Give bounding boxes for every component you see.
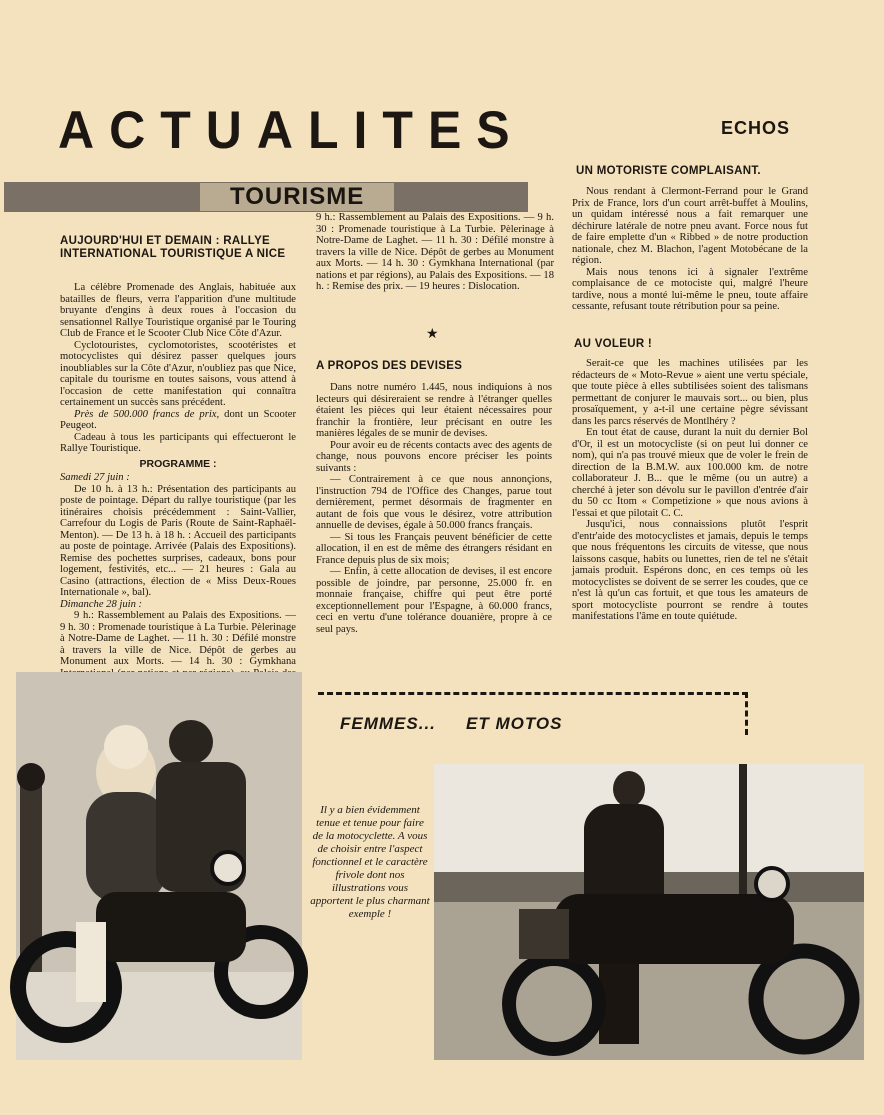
rallye-paragraph: Cadeau à tous les participants qui effectueront le Rallye Touristique. [60, 431, 296, 454]
devises-paragraph: — Contrairement à ce que nous annonçions, l'instruction 794 de l'Office des Changes, parue tout dernièrement, permet désormais de fragmenter en autant de fois que vous le désirez, votre attribution annuelle de devises, égale à 50.000 francs français. [316, 474, 552, 531]
rallye-paragraph: Cyclotouristes, cyclomotoristes, scootéristes et motocyclistes qui désirez passer quelques jours inoubliables sur la Côte d'Azur, n'oubliez pas que Nice, capitale du tourisme en toutes saisons, vous attend à l'occasion de cette manifestation qui connaîtra certainement un succès sans précédent. [60, 339, 296, 408]
photo-caption: Il y a bien évidemment tenue et tenue pour faire de la motocyclette. A vous de choisir entre l'aspect fonctionnel et le caractère frivole dont nos illustrations vous apportent le plus charmant exemple ! [310, 804, 430, 920]
sunday-label: Dimanche 28 juin : [60, 598, 143, 610]
motorcycle-photo-illustration [434, 764, 864, 1060]
saturday-program: De 10 h. à 13 h.: Présentation des participants au poste de pointage. Départ du rallye touristique (par les itinéraires choisis précédemment : Saint-Vallier, Carrefour du Logis de Paris (Route de Saint-Raphaël-Menton). — De 13 h. à 18 h. : Accueil des participants au poste de pointage. Arrivée (Palais des Expositions). Remise des pochettes surprises, cadeaux, bons pour logement, festivités, etc... — 21 heures : Gala au Casino (attractions, élection de « Miss Deux-Roues Internationale », bal). [60, 483, 296, 598]
devises-paragraph: — Si tous les Français peuvent bénéficier de cette allocation, il en est de même des étrangers résidant en France depuis plus de six mois; [316, 531, 552, 566]
devises-paragraph: — Enfin, à cette allocation de devises, il est encore possible de joindre, par personne, 25.000 fr. en monnaie française, chiffre qui peut être porté exceptionnellement pour l'Espagne, à 60.000 francs, ceci en vertu d'une tolérance douanière, propre à ce seul pays. [316, 566, 552, 635]
motoriste-paragraph: Mais nous tenons ici à signaler l'extrême complaisance de ce motociste qui, malgré l'heure tardive, nous a monté lui-même le pneu, toute affaire cessante, refusant toute rétribution pour sa peine. [572, 266, 808, 312]
rallye-paragraph [60, 409, 296, 432]
sunday-program-continued [316, 212, 554, 305]
sunday-program: 9 h.: Rassemblement au Palais des Expositions. — 9 h. 30 : Promenade touristique à La Turbie. Pèlerinage à Notre-Dame de Laghet. — 11 h. 30 : Défilé monstre à travers la ville de Nice. Dépôt de gerbes au Monument aux Morts. — 14 h. 30 : Gymkhana [60, 610, 296, 667]
article-headline-motoriste: UN MOTORISTE COMPLAISANT. [576, 165, 761, 177]
rallye-paragraph: La célèbre Promenade des Anglais, habituée aux batailles de fleurs, verra l'apparition d'une multitude bruyante d'engins à deux roues à l'occasion du sensationnel Rallye Touristique organisé par le Touring Club de France et le Scooter Club Nice Côte d'Azur. [60, 282, 296, 339]
saturday-label: Samedi 27 juin : [60, 472, 130, 483]
band-label: TOURISME [200, 183, 394, 211]
program-continuation: 9 h.: Rassemblement au Palais des Expositions. — 9 h. 30 : Promenade touristique à La Turbie. Pèlerinage à Notre-Dame de Laghet. — 11 h. 30 : Défilé monstre à travers la ville de Nice. Dépôt de gerbes au Monument aux Morts. — 14 h. 30 : Gymkhana International (par nations et par régions), au Palais des Expositions. — 18 h. : Remise des prix. — 19 heures : Dislocation. [316, 212, 554, 292]
star-separator: ★ [426, 327, 439, 342]
program-heading: PROGRAMME : [139, 457, 217, 470]
feature-title-left: FEMMES... [340, 714, 436, 733]
voleur-paragraph: Jusqu'ici, nous connaissions plutôt l'esprit d'entr'aide des motocyclistes et jamais, depuis le temps que nous fréquentons les circuits de vitesse, que nous laissons casque, habits ou lunettes, rien de tel ne s'était jamais produit. Espérons donc, en ces temps où les motocyclistes se doivent de se serrer les coudes, que ce n'est là qu'un cas fortuit, et que tous les amateurs de sport motocycliste pourront se rendre à toutes manifestations l'âme en toute quiétude. [572, 519, 808, 622]
photo-woman-on-bmw-motorcycle [434, 764, 864, 1060]
article-rallye-column [60, 282, 297, 667]
devises-paragraph: Dans notre numéro 1.445, nous indiquions à nos lecteurs qui désireraient se rendre à l'étranger quelles étaient les pièces qui leur étaient nécessaires pour franchir la frontière, leur précisant en outre les manières légales de se munir de devises. [316, 382, 552, 439]
prize-rest: dont un Scooter Peugeot. [60, 408, 297, 431]
motoriste-paragraph: Nous rendant à Clermont-Ferrand pour le Grand Prix de France, lors d'un court arrêt-buffet à Moulins, un quidam intéressé nous a fait remarquer une déchirure latérale de notre pneu avant. Force nous fut de faire emplette d'un « Ribbed » de notre production nationale, chez M. Blachon, l'agent Motobécane de la région. [572, 186, 808, 266]
article-voleur-column [572, 358, 808, 623]
voleur-paragraph: Serait-ce que les machines utilisées par les rédacteurs de « Moto-Revue » aient une vertu spéciale, que toute pièce à elles subtilisées soient des talismans permettant de conjurer le mauvais sort... ou bien, plus prosaïquement, y a-t-il une certaine pègre sévissant dans les parcs réservés de Montlhéry ? [572, 358, 808, 427]
prize-highlight: Près de 500.000 francs de prix, [74, 408, 220, 420]
feature-title-right: ET MOTOS [466, 714, 563, 733]
section-label: ECHOS [721, 118, 791, 138]
devises-paragraph: Pour avoir eu de récents contacts avec des agents de change, nous pouvons encore préciser les points suivants : [316, 439, 552, 474]
article-motoriste-column [572, 186, 808, 313]
article-headline-voleur: AU VOLEUR ! [574, 338, 653, 350]
article-headline-rallye: AUJOURD'HUI ET DEMAIN : RALLYE INTERNATIONAL TOURISTIQUE A NICE [60, 235, 286, 260]
motorcycle-photo-illustration [16, 672, 302, 1060]
article-headline-devises: A PROPOS DES DEVISES [316, 360, 463, 372]
voleur-paragraph: En tout état de cause, durant la nuit du dernier Bol d'Or, il est un motocycliste (si on peut lui donner ce nom), qui n'a pas trouvé mieux que de voler le frein de direction de la B.M.W. aux 100.000 km. de notre collaborateur J. B... que le même (ou un autre) a cherché à jeter son dévolu sur le pavillon d'entrée d'air du 50 cc Itom « Competizione » que nous avions à l'essai et que pilotait C. C. [572, 427, 808, 519]
page-title: ACTUALITES [58, 100, 525, 160]
photo-woman-and-man-on-motorcycle [16, 672, 302, 1060]
article-devises-column [316, 382, 552, 635]
